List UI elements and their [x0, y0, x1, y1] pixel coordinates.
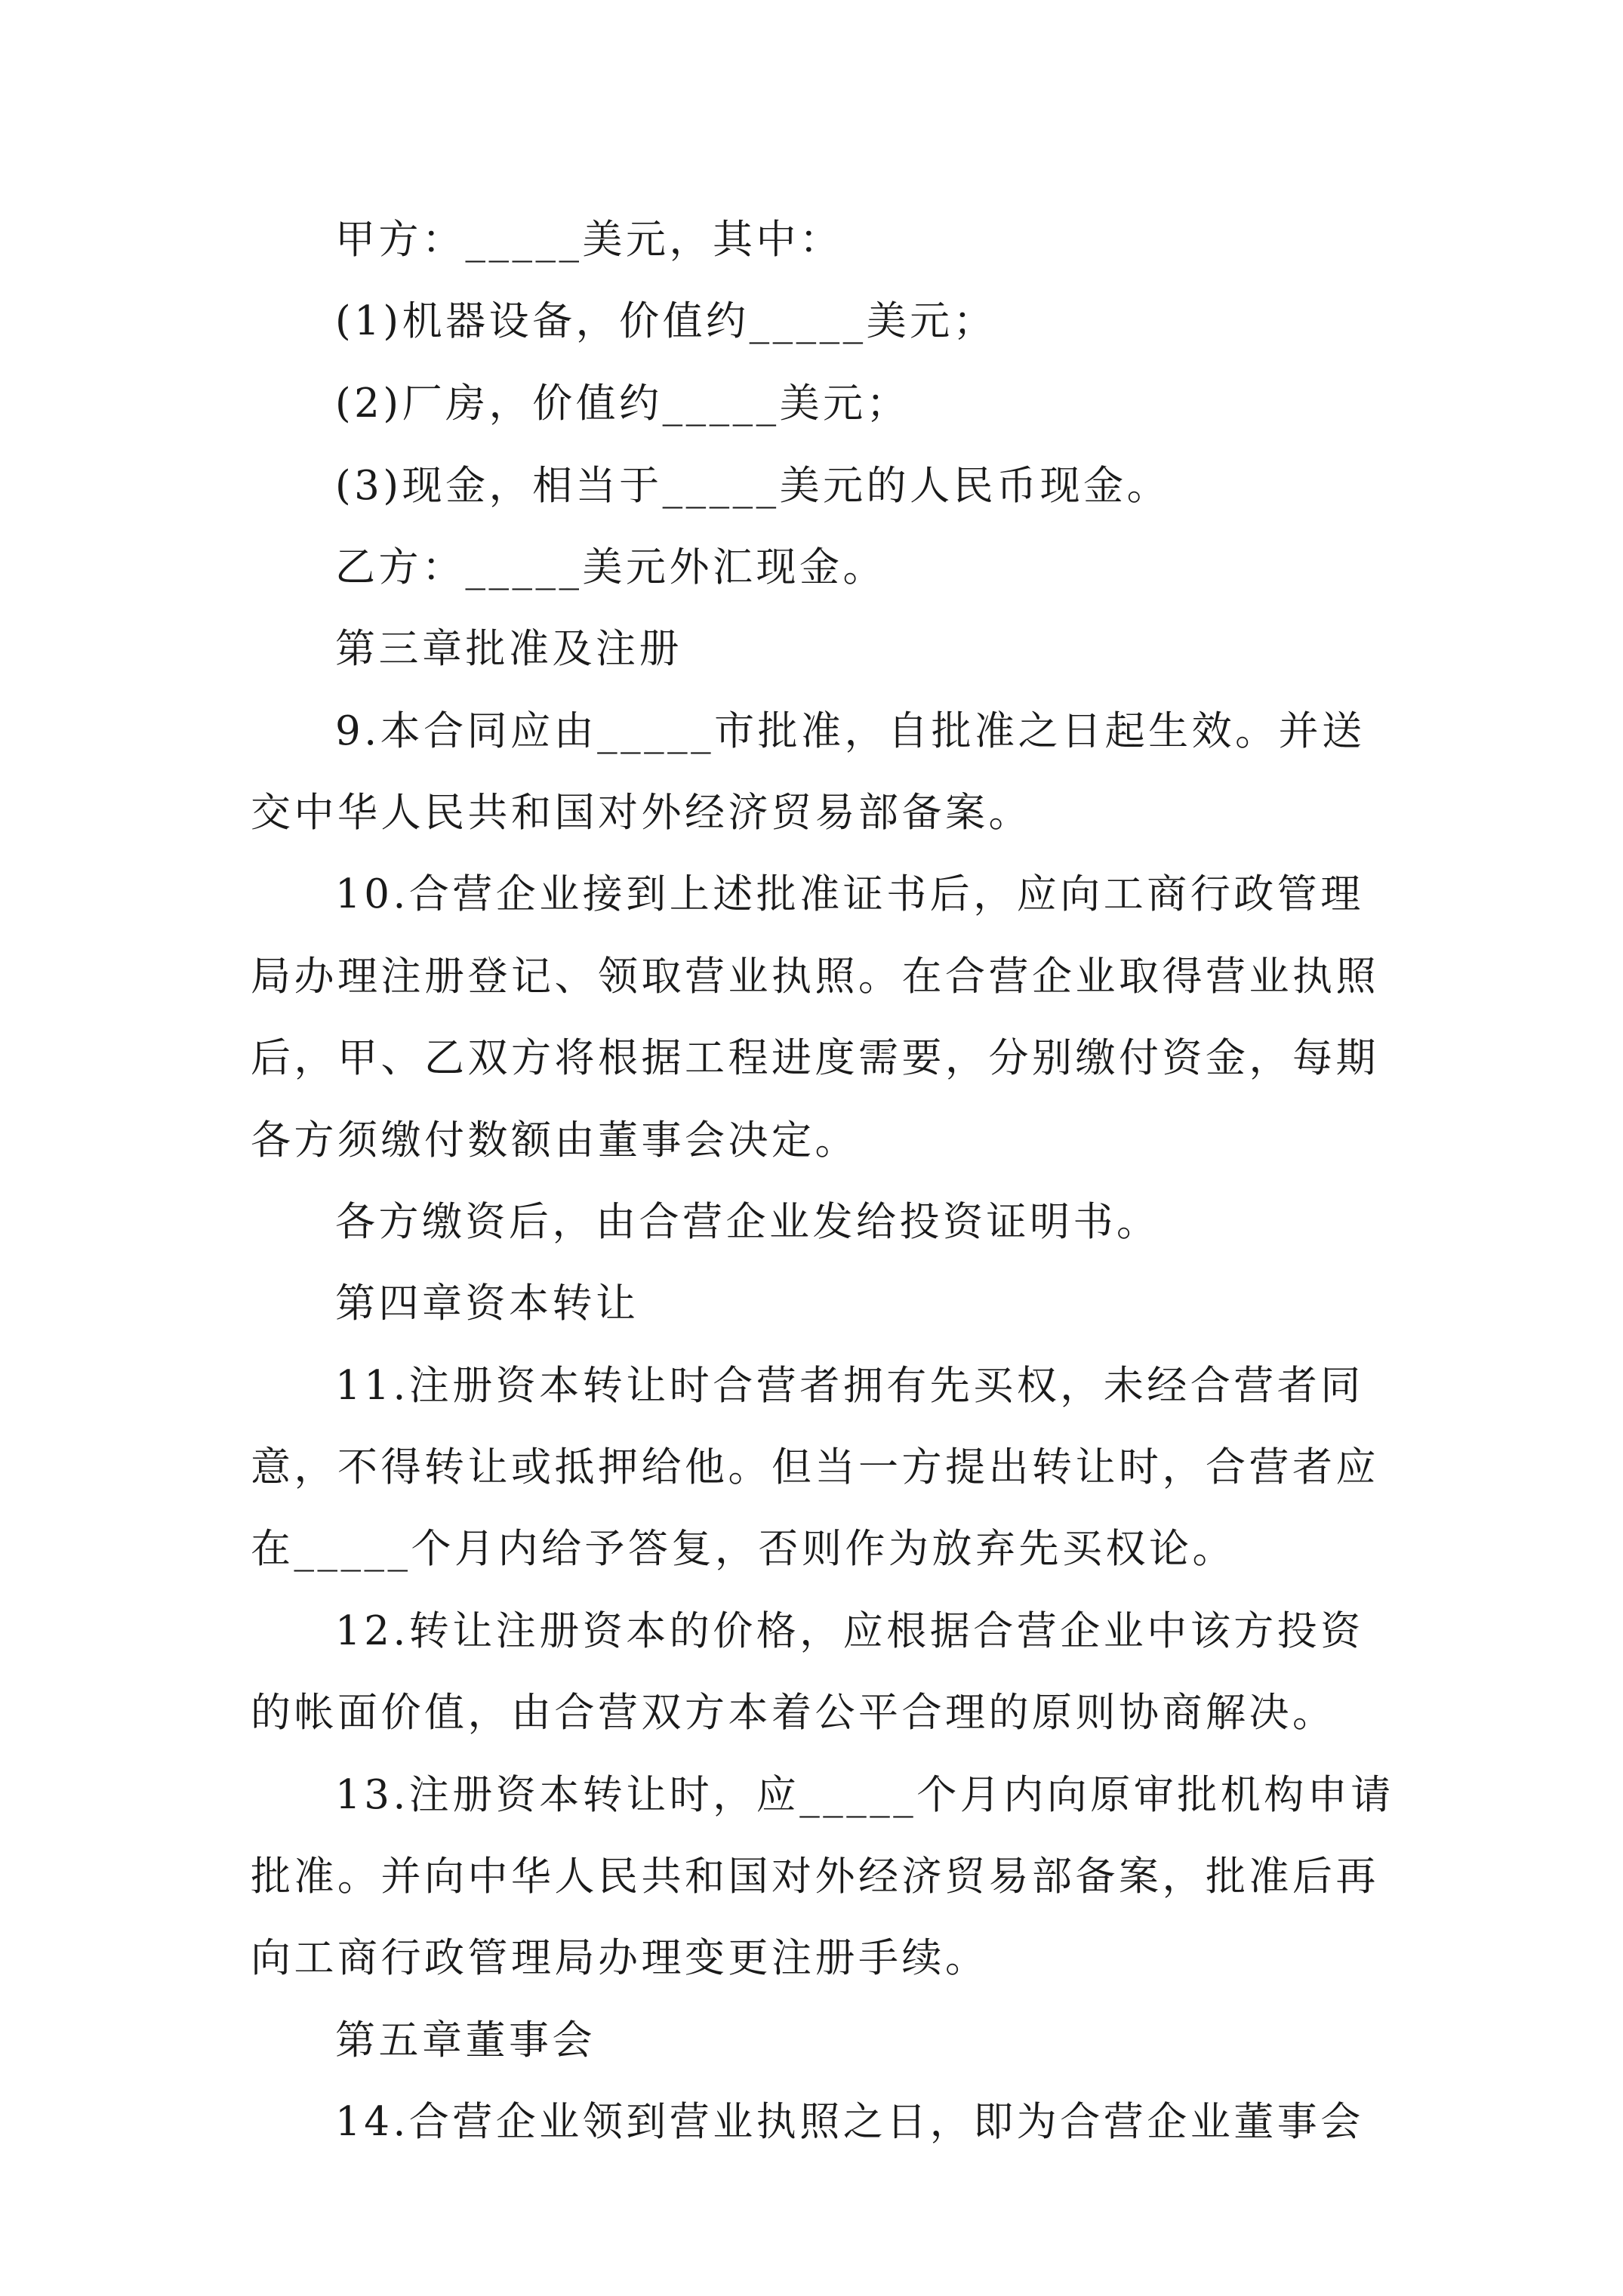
- text-line: 意，不得转让或抵押给他。但当一方提出转让时，合营者应: [251, 1444, 1379, 1490]
- chapter-heading: 第四章资本转让: [335, 1281, 639, 1327]
- text-line: 12.转让注册资本的价格，应根据合营企业中该方投资: [335, 1608, 1364, 1654]
- text-line: (2)厂房，价值约_____美元；: [335, 381, 910, 427]
- text-line: 甲方：_____美元，其中：: [335, 217, 843, 263]
- text-line: 各方缴资后，由合营企业发给投资证明书。: [335, 1199, 1160, 1245]
- text-line: (1)机器设备，价值约_____美元；: [335, 298, 997, 344]
- text-line: (3)现金，相当于_____美元的人民币现金。: [335, 463, 1171, 509]
- text-line: 批准。并向中华人民共和国对外经济贸易部备案，批准后再: [251, 1854, 1379, 1900]
- text-line: 乙方：_____美元外汇现金。: [335, 544, 886, 590]
- text-line: 各方须缴付数额由董事会决定。: [251, 1117, 858, 1163]
- text-line: 向工商行政管理局办理变更注册手续。: [251, 1935, 989, 1981]
- text-line: 11.注册资本转让时合营者拥有先买权，未经合营者同: [335, 1363, 1364, 1409]
- text-line: 在_____个月内给予答复，否则作为放弃先买权论。: [251, 1526, 1236, 1572]
- text-line: 的帐面价值，由合营双方本着公平合理的原则协商解决。: [251, 1690, 1336, 1736]
- text-line: 14.合营企业领到营业执照之日，即为合营企业董事会: [335, 2099, 1364, 2145]
- text-line: 9.本合同应由_____市批准，自批准之日起生效。并送: [335, 708, 1366, 754]
- text-line: 后，甲、乙双方将根据工程进度需要，分别缴付资金，每期: [251, 1035, 1379, 1081]
- chapter-heading: 第五章董事会: [335, 2017, 596, 2063]
- text-line: 交中华人民共和国对外经济贸易部备案。: [251, 790, 1032, 836]
- text-line: 10.合营企业接到上述批准证书后，应向工商行政管理: [335, 871, 1364, 917]
- text-line: 13.注册资本转让时，应_____个月内向原审批机构申请: [335, 1772, 1394, 1818]
- chapter-heading: 第三章批准及注册: [335, 626, 682, 672]
- text-line: 局办理注册登记、领取营业执照。在合营企业取得营业执照: [251, 954, 1379, 1000]
